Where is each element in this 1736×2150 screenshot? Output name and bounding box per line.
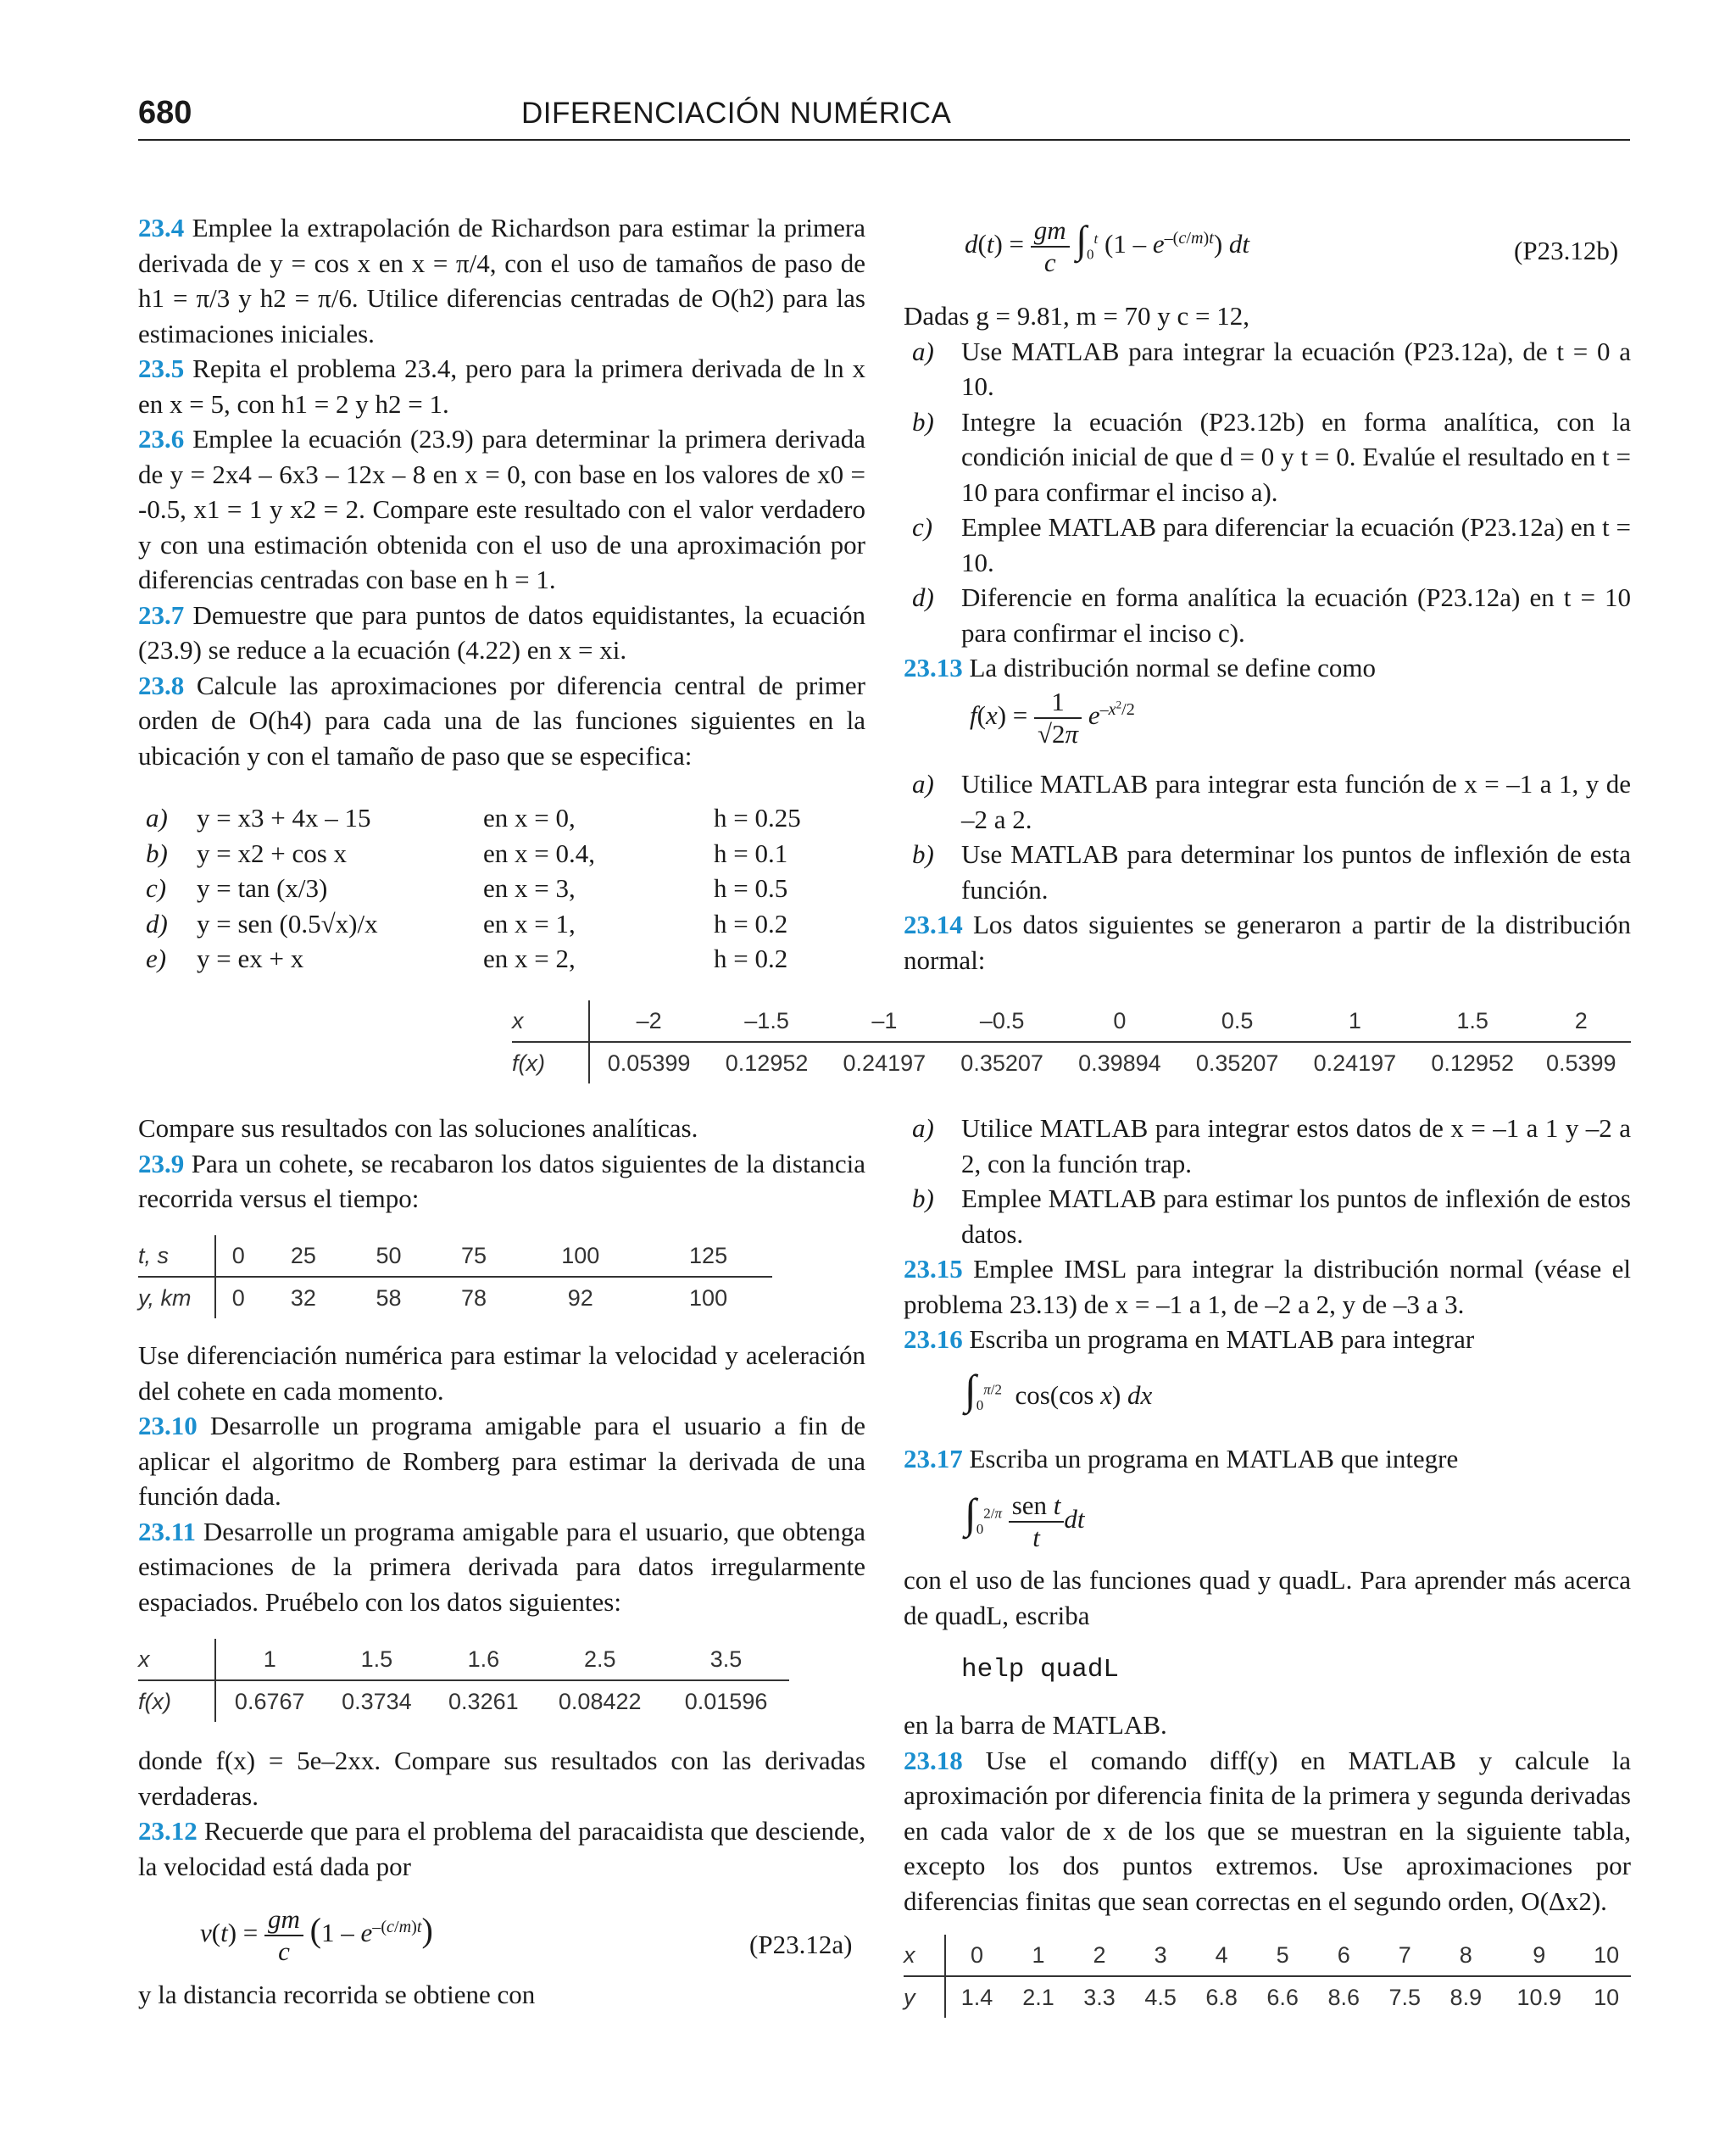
list-item: a) Utilice MATLAB para integrar estos datos de x = –1 a 1 y –2 a 2, con la función trap. bbox=[912, 1113, 1631, 1178]
problem-23-16 bbox=[904, 1322, 1631, 1357]
right-column-quad bbox=[904, 1562, 1631, 1633]
problem-number: 23.7 bbox=[138, 599, 185, 630]
problem-23-12 bbox=[138, 1813, 865, 1884]
after-table-text: Use diferenciación numérica para estimar la velocidad y aceleración del cohete en cada momento. bbox=[138, 1340, 865, 1406]
list-item: a) Utilice MATLAB para integrar esta función de x = –1 a 1, y de –2 a 2. bbox=[912, 769, 1631, 834]
page-number: 680 bbox=[138, 95, 192, 131]
problem-text: Emplee IMSL para integrar la distribución normal (véase el problema 23.13) de x = –1 a 1, de –2 a 2, y de –3 a 3. bbox=[904, 1254, 1631, 1319]
problem-23-11 bbox=[138, 1514, 865, 1620]
data-table-23-14 bbox=[512, 1000, 1631, 1083]
list-item: e) y = ex + x en x = 2, h = 0.2 bbox=[146, 944, 788, 973]
equation-tag-b: (P23.12b) bbox=[1514, 236, 1619, 265]
problem-number: 23.9 bbox=[138, 1148, 185, 1178]
problem-number: 23.14 bbox=[904, 910, 963, 939]
problem-number: 23.6 bbox=[138, 424, 185, 454]
problem-23-14 bbox=[904, 907, 1631, 978]
help-command: help quadL bbox=[961, 1655, 1120, 1685]
problem-text: La distribución normal se define como bbox=[969, 653, 1377, 682]
compare-text: Compare sus resultados con las soluciones analíticas. bbox=[138, 1113, 698, 1143]
donde-text: donde f(x) = 5e–2xx. Compare sus resultados con las derivadas verdaderas. bbox=[138, 1746, 865, 1811]
problem-text: Desarrolle un programa amigable para el usuario a fin de aplicar el algoritmo de Romberg para estimar la derivada de una función dada. bbox=[138, 1411, 865, 1511]
chapter-title: DIFERENCIACIÓN NUMÉRICA bbox=[521, 97, 952, 130]
data-table-23-9 bbox=[138, 1235, 772, 1318]
problem-23-18 bbox=[904, 1743, 1631, 1919]
problem-text: Para un cohete, se recabaron los datos siguientes de la distancia recorrida versus el tiempo: bbox=[138, 1148, 866, 1213]
problem-number: 23.8 bbox=[138, 670, 185, 700]
equation-velocity: v(t) = $\frac{gm}{c}$ $(1 - e^{-(c/m)t})$ bbox=[200, 1904, 433, 1966]
problem-23-17 bbox=[904, 1441, 1631, 1477]
equation-integral-sen: $\int_0^{2/\pi}$ $\frac{\text{sen t}}{t}$ dt bbox=[965, 1490, 1085, 1552]
problem-text: Demuestre que para puntos de datos equidistantes, la ecuación (23.9) se reduce a la ecuación (4.22) en x = xi. bbox=[138, 599, 866, 665]
table-row: f(x) 0.6767 0.3734 0.3261 0.08422 0.01596 bbox=[138, 1680, 789, 1722]
equation-normal: f(x) = $\frac{1}{√2\pi}$ $e^{-x^2/2}$ bbox=[970, 687, 1135, 749]
list-item: c) Emplee MATLAB para diferenciar la ecuación (P23.12a) en t = 10. bbox=[912, 512, 1631, 577]
distance-text: y la distancia recorrida se obtiene con bbox=[138, 1980, 536, 2009]
table-row: x –2 –1.5 –1 –0.5 0 0.5 1 1.5 2 bbox=[512, 1000, 1631, 1042]
left-column-top bbox=[138, 210, 865, 773]
problem-23-10 bbox=[138, 1408, 865, 1514]
right-column-mid bbox=[904, 766, 1631, 978]
problem-23-13-items bbox=[904, 766, 1631, 907]
table-row: x 0 1 2 3 4 5 6 7 8 9 10 bbox=[904, 1935, 1631, 1976]
quad-text: con el uso de las funciones quad y quadL. Para aprender más acerca de quadL, escriba bbox=[904, 1565, 1631, 1630]
right-column-bottom bbox=[904, 1707, 1631, 1919]
problem-number: 23.18 bbox=[904, 1745, 963, 1775]
problem-number: 23.11 bbox=[138, 1516, 197, 1546]
left-column-mid bbox=[138, 1111, 865, 1217]
list-item: c) y = tan (x/3) en x = 3, h = 0.5 bbox=[146, 873, 788, 903]
table-row: f(x) 0.05399 0.12952 0.24197 0.35207 0.39894 0.35207 0.24197 0.12952 0.5399 bbox=[512, 1042, 1631, 1083]
problem-text: Repita el problema 23.4, pero para la primera derivada de ln x en x = 5, con h1 = 2 y h2 = 1. bbox=[138, 354, 865, 419]
right-column-23-17 bbox=[904, 1441, 1631, 1477]
right-column-top bbox=[904, 298, 1631, 686]
list-item: b) Emplee MATLAB para estimar los puntos de inflexión de estos datos. bbox=[912, 1184, 1631, 1249]
data-table-23-11 bbox=[138, 1639, 789, 1722]
problem-text: Calcule las aproximaciones por diferencia central de primer orden de O(h4) para cada una de las funciones siguientes en la ubicación y con el tamaño de paso que se especifica: bbox=[138, 670, 865, 771]
problem-23-8 bbox=[138, 668, 865, 774]
table-row: x 1 1.5 1.6 2.5 3.5 bbox=[138, 1639, 789, 1680]
problem-23-13 bbox=[904, 650, 1631, 686]
problem-text: Recuerde que para el problema del paracaidista que desciende, la velocidad está dada por bbox=[138, 1816, 866, 1881]
given-values: Dadas g = 9.81, m = 70 y c = 12, bbox=[904, 301, 1250, 331]
left-column-end bbox=[138, 1977, 865, 2013]
table-row: y, km 0 32 58 78 92 100 bbox=[138, 1277, 772, 1318]
problem-number: 23.5 bbox=[138, 354, 185, 383]
problem-23-6 bbox=[138, 421, 865, 598]
left-column-lower bbox=[138, 1338, 865, 1619]
running-header bbox=[138, 95, 1630, 141]
list-item: b) Use MATLAB para determinar los puntos de inflexión de esta función. bbox=[912, 839, 1631, 905]
problem-23-12-items bbox=[904, 334, 1631, 651]
table-row: y 1.4 2.1 3.3 4.5 6.8 6.6 8.6 7.5 8.9 10.9 10 bbox=[904, 1976, 1631, 2018]
problem-23-14-items bbox=[904, 1111, 1631, 1251]
equation-tag-a: (P23.12a) bbox=[749, 1930, 853, 1959]
list-item: b) y = x2 + cos x en x = 0.4, h = 0.1 bbox=[146, 838, 788, 868]
equation-distance: d(t) = $\frac{gm}{c}$ $\int_0^t$ $(1 - e^{-(c/m)t})$ dt bbox=[965, 215, 1250, 277]
list-item: b) Integre la ecuación (P23.12b) en forma analítica, con la condición inicial de que d = 0 y t = 0. Evalúe el resultado en t = 10 para confirmar el inciso a). bbox=[912, 406, 1631, 507]
problem-text: Emplee la extrapolación de Richardson para estimar la primera derivada de y = cos x en x = π/4, con el uso de tamaños de paso de h1 = π/3 y h2 = π/6. Utilice diferencias centradas de O(h2) para las estimaciones iniciales. bbox=[138, 213, 865, 348]
problem-23-9 bbox=[138, 1146, 865, 1217]
equation-integral-cos: $\int_0^{\pi/2}$ cos(cos x) dx bbox=[965, 1366, 1153, 1414]
problem-number: 23.12 bbox=[138, 1816, 198, 1846]
problem-23-5 bbox=[138, 351, 865, 421]
list-item: d) Diferencie en forma analítica la ecuación (P23.12a) en t = 10 para confirmar el inciso c). bbox=[912, 582, 1631, 648]
problem-number: 23.10 bbox=[138, 1411, 198, 1440]
problem-text: Emplee la ecuación (23.9) para determinar la primera derivada de y = 2x4 – 6x3 – 12x – 8 en x = 0, con base en los valores de x0 = -0.5, x1 = 1 y x2 = 2. Compare este resultado con el valor verdadero y con una estimación obtenida con el uso de una aproximación por diferencias centradas con base en h = 1. bbox=[138, 424, 865, 594]
problem-number: 23.17 bbox=[904, 1444, 963, 1473]
data-table-23-18 bbox=[904, 1935, 1631, 2018]
left-column-bottom bbox=[138, 1743, 865, 1884]
problem-text: Escriba un programa en MATLAB para integrar bbox=[969, 1324, 1475, 1354]
problem-23-8-items bbox=[146, 800, 866, 978]
problem-text: Los datos siguientes se generaron a partir de la distribución normal: bbox=[904, 910, 1631, 975]
problem-23-15 bbox=[904, 1251, 1631, 1322]
problem-number: 23.15 bbox=[904, 1254, 963, 1284]
problem-text: Escriba un programa en MATLAB que integre bbox=[969, 1444, 1459, 1473]
problem-number: 23.4 bbox=[138, 213, 185, 242]
list-item: d) y = sen (0.5√x)/x en x = 1, h = 0.2 bbox=[146, 908, 788, 939]
problem-text: Use el comando diff(y) en MATLAB y calcule la aproximación por diferencia finita de la primera y segunda derivadas en cada valor de x de los que se muestran en la siguiente tabla, excepto los dos puntos extremos. Use aproximaciones por diferencias finitas que sean correctas en el segundo orden, O(Δx2). bbox=[904, 1745, 1632, 1916]
right-column-lower bbox=[904, 1111, 1631, 1357]
problem-23-4 bbox=[138, 210, 865, 351]
problem-number: 23.16 bbox=[904, 1324, 963, 1354]
table-row: t, s 0 25 50 75 100 125 bbox=[138, 1235, 772, 1277]
barra-text: en la barra de MATLAB. bbox=[904, 1710, 1167, 1740]
problem-number: 23.13 bbox=[904, 653, 963, 682]
list-item: a) Use MATLAB para integrar la ecuación (P23.12a), de t = 0 a 10. bbox=[912, 336, 1631, 401]
problem-23-7 bbox=[138, 598, 865, 668]
list-item: a) y = x3 + 4x – 15 en x = 0, h = 0.25 bbox=[146, 803, 801, 833]
problem-text: Desarrolle un programa amigable para el usuario, que obtenga estimaciones de la primera derivada para datos irregularmente espaciados. Pruébelo con los datos siguientes: bbox=[138, 1516, 866, 1617]
